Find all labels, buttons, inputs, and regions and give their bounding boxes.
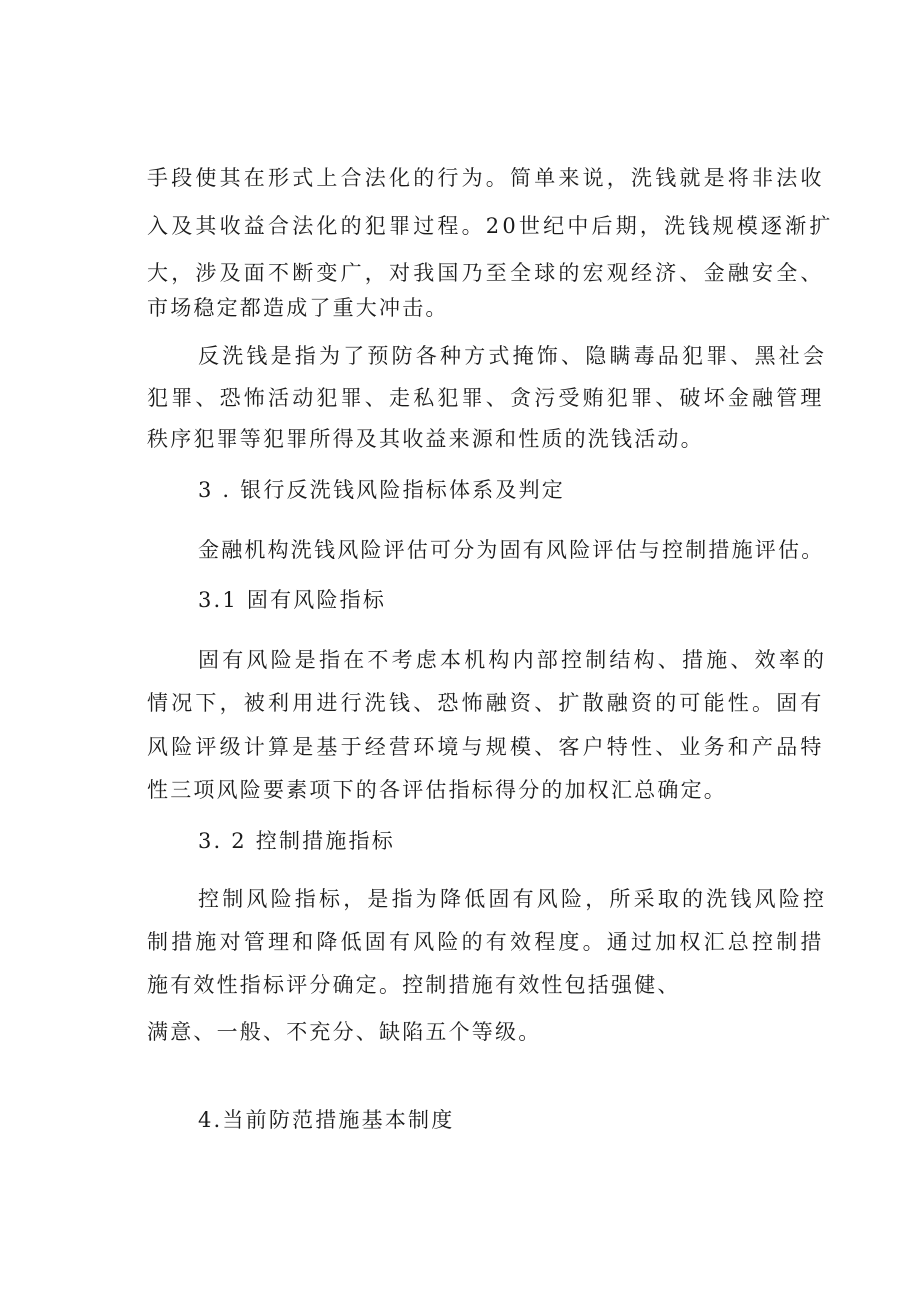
paragraph-1-line-4: 市场稳定都造成了重大冲击。 [147,296,449,320]
paragraph-4-line-1: 固有风险是指在不考虑本机构内部控制结构、措施、效率的 [198,648,828,672]
paragraph-1-line-3: 大，涉及面不断变广，对我国乃至全球的宏观经济、金融安全、 [147,261,825,285]
paragraph-3: 金融机构洗钱风险评估可分为固有风险评估与控制措施评估。 [198,538,825,562]
paragraph-5-line-4: 满意、一般、不充分、缺陷五个等级。 [147,1020,542,1044]
paragraph-5-line-3: 施有效性指标评分确定。控制措施有效性包括强健、 [147,973,681,997]
section-heading-3-2: 3. 2 控制措施指标 [198,829,395,853]
paragraph-2-line-3: 秩序犯罪等犯罪所得及其收益来源和性质的洗钱活动。 [147,427,704,451]
section-heading-4: 4.当前防范措施基本制度 [198,1108,455,1132]
paragraph-1-line-1: 手段使其在形式上合法化的行为。简单来说，洗钱就是将非法收 [147,166,825,190]
paragraph-1-line-2: 入及其收益合法化的犯罪过程。20世纪中后期，洗钱规模逐渐扩 [147,214,834,238]
paragraph-4-line-2: 情况下，被利用进行洗钱、恐怖融资、扩散融资的可能性。固有 [147,691,825,715]
section-heading-3-1: 3.1 固有风险指标 [198,588,387,612]
paragraph-2-line-2: 犯罪、恐怖活动犯罪、走私犯罪、贪污受贿犯罪、破坏金融管理 [147,386,825,410]
paragraph-5-line-2: 制措施对管理和降低固有风险的有效程度。通过加权汇总控制措 [147,930,825,954]
paragraph-4-line-3: 风险评级计算是基于经营环境与规模、客户特性、业务和产品特 [147,735,825,759]
paragraph-4-line-4: 性三项风险要素项下的各评估指标得分的加权汇总确定。 [147,778,727,802]
paragraph-2-line-1: 反洗钱是指为了预防各种方式掩饰、隐瞒毒品犯罪、黑社会 [198,344,828,368]
section-heading-3: 3 . 银行反洗钱风险指标体系及判定 [198,478,565,502]
paragraph-5-line-1: 控制风险指标，是指为降低固有风险，所采取的洗钱风险控 [198,887,828,911]
